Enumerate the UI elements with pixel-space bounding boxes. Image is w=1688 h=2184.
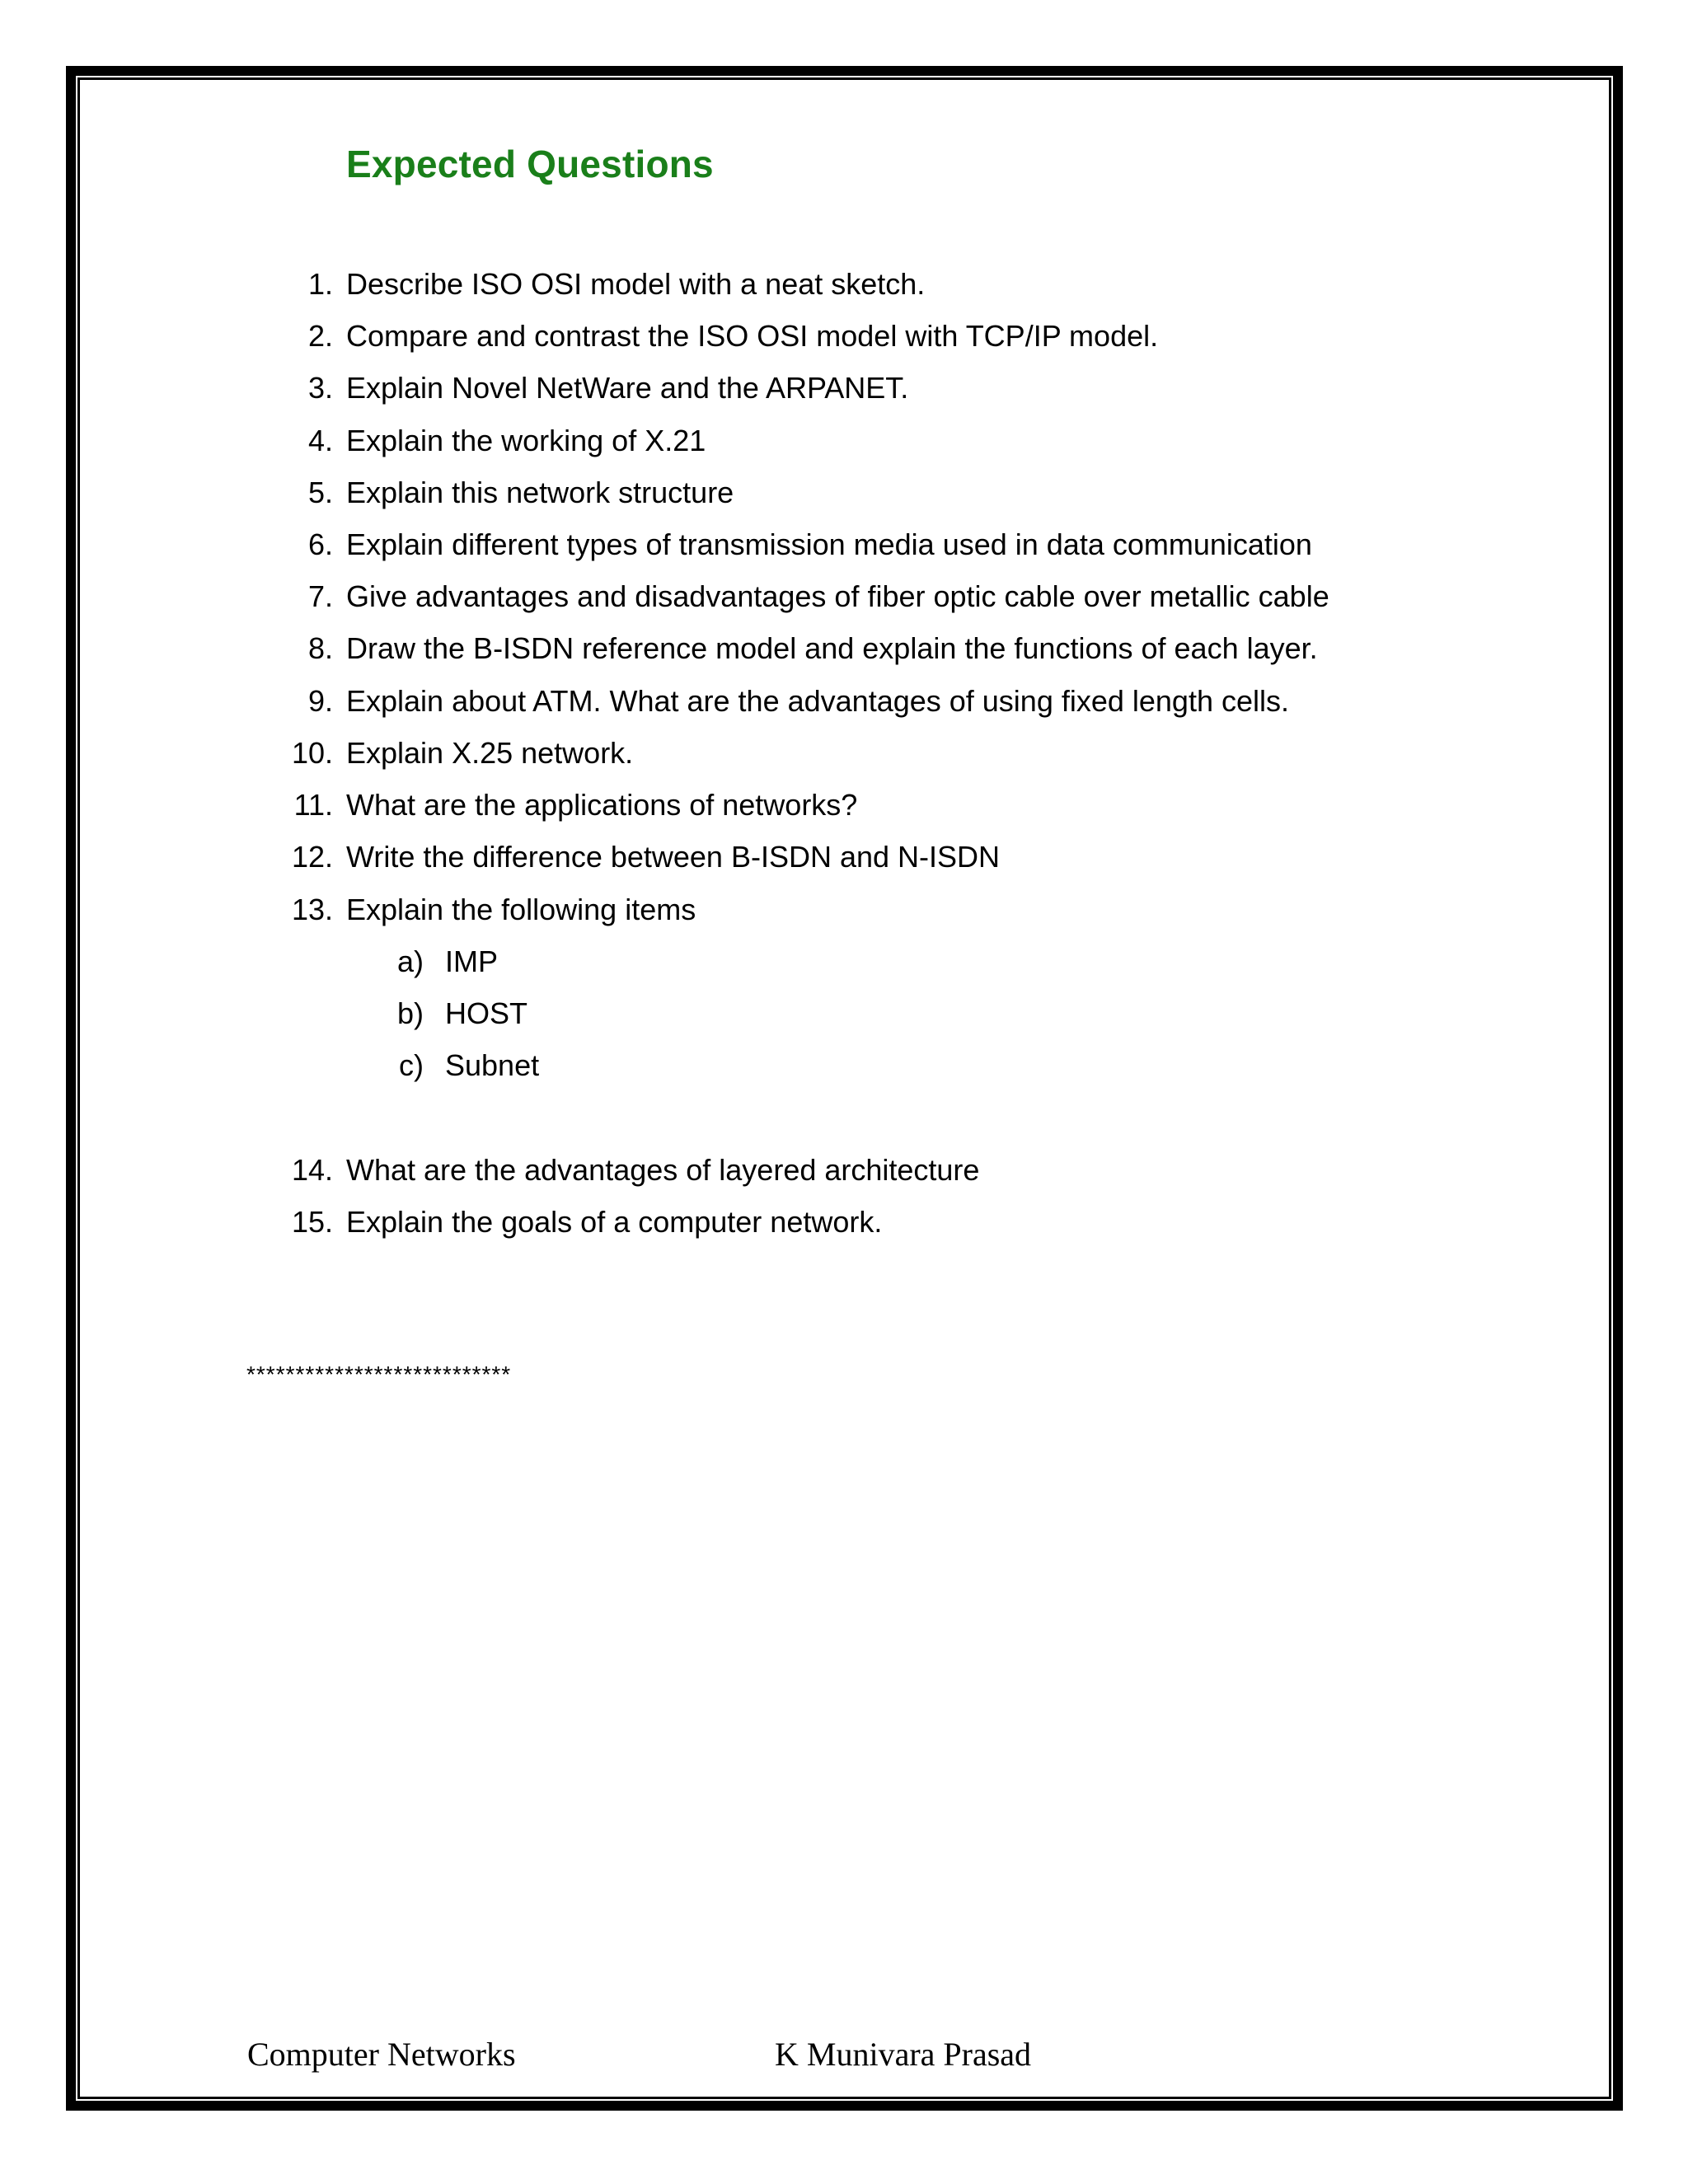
question-text: What are the applications of networks? [346, 788, 858, 822]
question-item [307, 527, 1312, 563]
question-number: 5. [307, 476, 333, 509]
subitem-subnet [399, 1047, 540, 1084]
question-item [291, 892, 696, 928]
question-item [291, 839, 1001, 875]
subitem-letter: a) [396, 944, 424, 978]
question-item [307, 370, 909, 406]
question-number: 14. [291, 1153, 333, 1187]
question-text: Explain this network structure [346, 476, 734, 509]
question-number: 15. [291, 1205, 333, 1239]
question-text: What are the advantages of layered architecture [346, 1153, 980, 1187]
question-number: 12. [291, 840, 333, 874]
question-item [307, 630, 1318, 667]
question-text: Explain X.25 network. [346, 736, 634, 770]
question-item [307, 318, 1159, 354]
footer-author: K Munivara Prasad [775, 2036, 1032, 2073]
separator-stars: *************************** [246, 1361, 512, 1387]
question-item [307, 423, 706, 459]
question-text: Compare and contrast the ISO OSI model with TCP/IP model. [346, 319, 1159, 353]
question-number: 2. [307, 319, 333, 353]
question-number: 6. [307, 527, 333, 561]
question-text: Explain the working of X.21 [346, 424, 706, 457]
question-number: 9. [307, 684, 333, 718]
question-text: Explain the following items [346, 893, 696, 926]
question-text: Write the difference between B-ISDN and N-ISDN [346, 840, 1001, 874]
question-item [291, 735, 634, 771]
question-number: 10. [291, 736, 333, 770]
question-text: Explain about ATM. What are the advantages of using fixed length cells. [346, 684, 1290, 718]
question-text: Give advantages and disadvantages of fiber optic cable over metallic cable [346, 579, 1329, 613]
question-number: 8. [307, 631, 333, 665]
question-item [307, 579, 1329, 615]
question-item [307, 266, 926, 302]
question-number: 1. [307, 267, 333, 301]
question-number: 13. [291, 893, 333, 926]
subitem-text: Subnet [445, 1048, 540, 1082]
question-item [307, 475, 734, 511]
question-item [307, 683, 1290, 719]
subitem-text: HOST [445, 996, 528, 1030]
subitem-letter: b) [396, 996, 424, 1030]
question-item [291, 1204, 883, 1240]
question-text: Explain different types of transmission media used in data communication [346, 527, 1312, 561]
question-number: 3. [307, 371, 333, 405]
question-number: 7. [307, 579, 333, 613]
subitem-imp [396, 944, 499, 980]
question-text: Explain Novel NetWare and the ARPANET. [346, 371, 909, 405]
question-text: Describe ISO OSI model with a neat sketch. [346, 267, 926, 301]
question-item [291, 1152, 980, 1188]
subitem-text: IMP [445, 944, 499, 978]
page-title: Expected Questions [346, 143, 714, 185]
subitem-host [396, 996, 528, 1032]
question-number: 11. [293, 788, 333, 822]
question-item [293, 787, 858, 823]
question-text: Draw the B-ISDN reference model and explain the functions of each layer. [346, 631, 1318, 665]
subitem-letter: c) [399, 1048, 424, 1082]
question-number: 4. [307, 424, 333, 457]
question-text: Explain the goals of a computer network. [346, 1205, 883, 1239]
footer-course: Computer Networks [247, 2036, 516, 2073]
